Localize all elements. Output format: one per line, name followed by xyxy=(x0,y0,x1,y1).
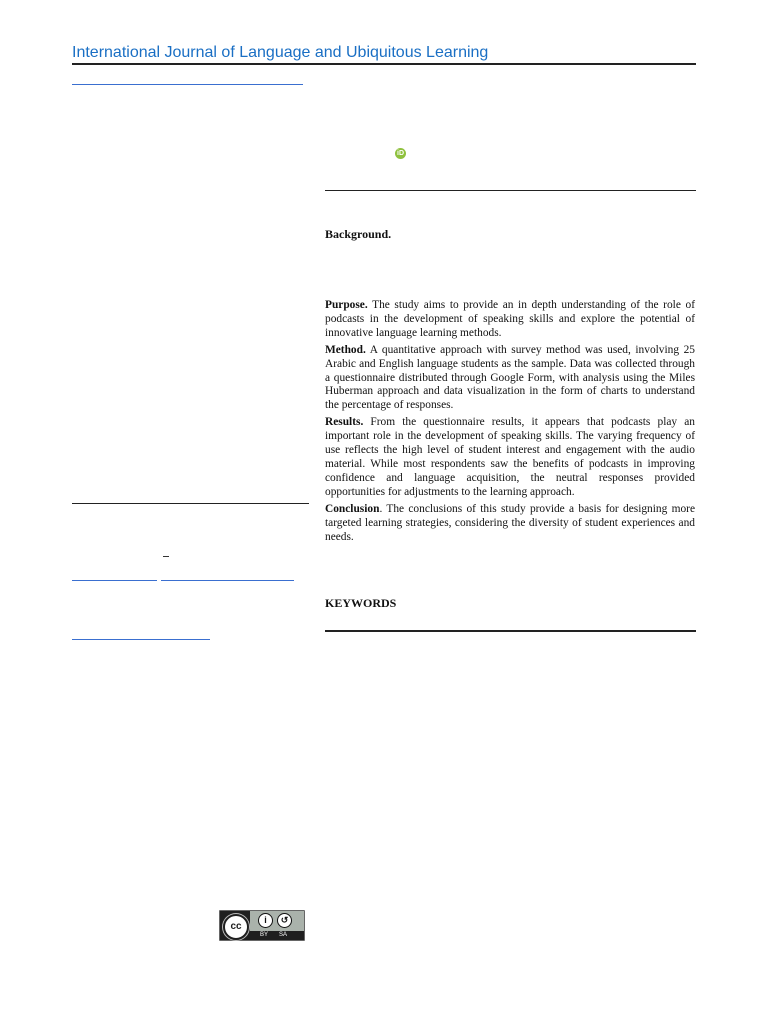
abstract-method xyxy=(325,344,695,414)
share-alike-icon: ↺ xyxy=(277,913,292,928)
cc-by-sa-license-badge[interactable] xyxy=(219,910,305,941)
abstract-results xyxy=(325,416,695,499)
link-underline-doi-2[interactable] xyxy=(161,580,294,581)
results-text: From the questionnaire results, it appears that podcasts play an important role in the development of speaking skills. The varying frequency of use reflects the high level of student interest and engagement with the audio material. While most respondents saw the benefits of podcasts in improving confidence and language acquisition, the neutral responses provided opportunities for adjustments to the learning approach. xyxy=(325,416,695,498)
conclusion-label: Conclusion xyxy=(325,502,380,515)
orcid-icon[interactable]: iD xyxy=(397,150,404,157)
sa-label: SA xyxy=(279,932,288,938)
license-label-strip xyxy=(250,931,304,940)
cc-icon: cc xyxy=(223,914,249,940)
keywords-bottom-rule xyxy=(325,630,696,632)
keywords-heading: KEYWORDS xyxy=(325,596,397,610)
by-label: BY xyxy=(260,932,269,938)
conclusion-text: . The conclusions of this study provide a basis for designing more targeted learning strategies, considering the diversity of student experiences and needs. xyxy=(325,502,695,543)
link-underline[interactable] xyxy=(72,84,303,85)
dash-mark xyxy=(163,556,169,557)
link-underline-email[interactable] xyxy=(72,639,210,640)
journal-title: International Journal of Language and Ubiquitous Learning xyxy=(72,44,489,61)
abstract-conclusion xyxy=(325,503,695,545)
purpose-text: The study aims to provide an in depth understanding of the role of podcasts in the development of speaking skills and explore the potential of innovative language learning methods. xyxy=(325,299,695,339)
abstract-purpose xyxy=(325,299,695,341)
header-rule xyxy=(72,63,696,65)
abstract-body xyxy=(325,299,695,547)
purpose-label: Purpose. xyxy=(325,299,368,311)
method-label: Method. xyxy=(325,343,366,356)
left-column-rule xyxy=(72,503,309,504)
abstract-top-rule xyxy=(325,190,696,191)
background-heading: Background. xyxy=(325,227,392,241)
method-text: A quantitative approach with survey method was used, involving 25 Arabic and English language students as the sample. Data was collected through a questionnaire distributed through Google Form, with analysis using the Miles Huberman approach and data visualization in the form of charts to understand the percentage of responses. xyxy=(325,343,695,412)
results-label: Results. xyxy=(325,416,364,429)
link-underline-doi-1[interactable] xyxy=(72,580,157,581)
attribution-icon: i xyxy=(258,913,273,928)
